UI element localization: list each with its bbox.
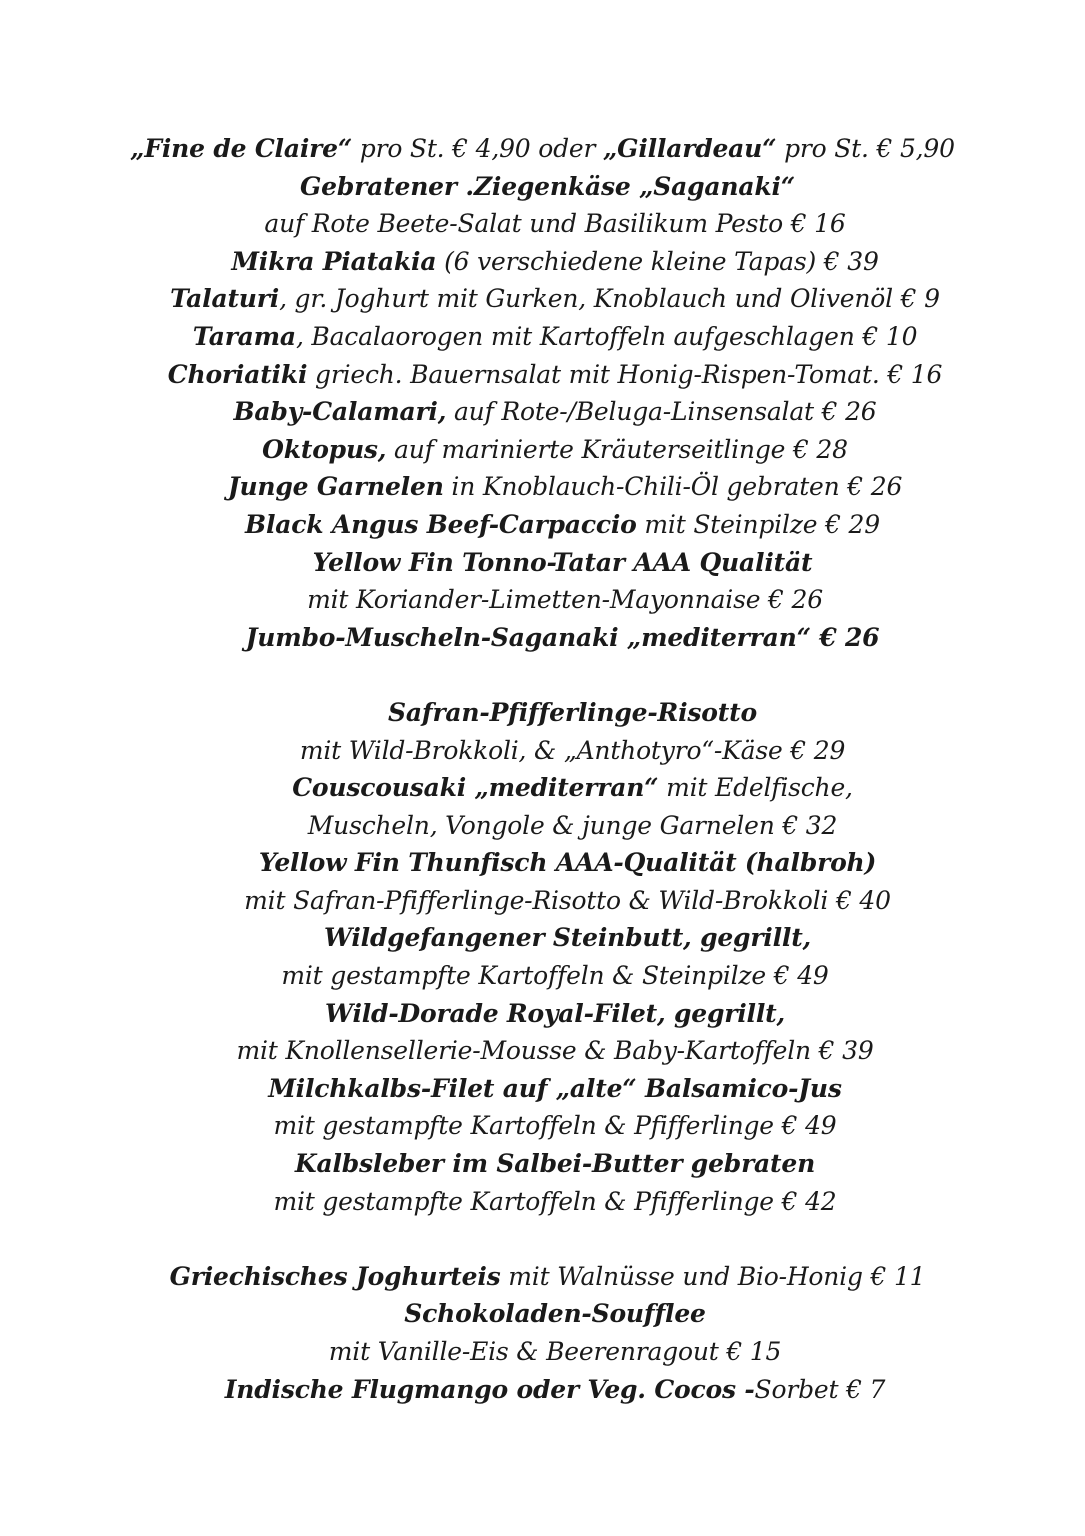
dish-description: mit Vanille-Eis & Beerenragout € 15 — [328, 1337, 782, 1366]
dish-description: (6 verschiedene kleine Tapas) € 39 — [436, 246, 879, 276]
menu-line — [0, 1295, 1085, 1333]
dish-name: Wildgefangener Steinbutt, gegrillt, — [323, 923, 812, 953]
dish-name: Jumbo-Muscheln-Saganaki „mediterran“ € 26 — [245, 622, 880, 652]
dish-description: pro St. € 4,90 oder — [352, 134, 603, 163]
menu-line — [0, 506, 1085, 544]
menu-line — [0, 1333, 1085, 1371]
menu-line — [0, 393, 1085, 431]
menu-line — [0, 1107, 1085, 1145]
menu-line — [0, 356, 1085, 394]
menu-line — [0, 205, 1085, 243]
dish-description: mit Wild-Brokkoli, & „Anthotyro“-Käse € 29 — [299, 735, 846, 765]
menu-card — [0, 130, 1085, 1408]
menu-line — [0, 581, 1085, 619]
menu-line — [0, 844, 1085, 882]
dish-description: mit gestampfte Kartoffeln & Pfifferlinge € 42 — [273, 1186, 837, 1216]
dish-name: Oktopus, — [262, 434, 387, 464]
menu-line — [0, 694, 1085, 732]
starters-section — [0, 130, 1085, 656]
dish-description: pro St. € 5,90 — [776, 134, 955, 163]
menu-line — [0, 130, 1085, 168]
dish-name: Milchkalbs-Filet auf „alte“ Balsamico-Jus — [268, 1073, 842, 1103]
dish-description: , gr. Joghurt mit Gurken, Knoblauch und Olivenöl € 9 — [279, 284, 940, 314]
menu-line — [0, 619, 1085, 657]
dish-name: Mikra Piatakia — [231, 246, 437, 276]
menu-line — [0, 168, 1085, 206]
dish-description: mit Edelfische, — [658, 773, 853, 803]
menu-line — [0, 280, 1085, 318]
menu-line — [0, 431, 1085, 469]
dish-description: mit gestampfte Kartoffeln & Pfifferlinge € 49 — [273, 1111, 837, 1141]
menu-line — [0, 1183, 1085, 1221]
dish-name: Tarama — [192, 321, 296, 351]
menu-line — [0, 1371, 1085, 1409]
dish-description: Sorbet € 7 — [754, 1374, 886, 1404]
dish-description: mit Knollensellerie-Mousse & Baby-Kartoffeln € 39 — [236, 1036, 874, 1066]
dish-description: mit Steinpilze € 29 — [636, 509, 880, 539]
menu-line — [0, 957, 1085, 995]
menu-line — [0, 1032, 1085, 1070]
dish-name: Couscousaki „mediterran“ — [292, 773, 659, 803]
dish-name: Safran-Pfifferlinge-Risotto — [388, 697, 757, 727]
section-spacer — [0, 1220, 1085, 1258]
mains-section — [0, 694, 1085, 1220]
dish-name: Wild-Dorade Royal-Filet, gegrillt, — [325, 998, 785, 1028]
dish-name: Junge Garnelen — [227, 472, 444, 502]
menu-line — [0, 769, 1085, 807]
menu-line — [0, 882, 1085, 920]
dish-name: Schokoladen-Soufflee — [404, 1299, 706, 1329]
menu-line — [0, 732, 1085, 770]
dish-name: Yellow Fin Thunfisch AAA-Qualität (halbroh) — [258, 848, 877, 878]
dish-description: mit gestampfte Kartoffeln & Steinpilze € 49 — [281, 961, 829, 991]
dish-description: Muscheln, Vongole & junge Garnelen € 32 — [307, 810, 838, 840]
dish-description: auf Rote Beete-Salat und Basilikum Pesto € 16 — [264, 209, 846, 239]
dish-name: „Fine de Claire“ — [130, 134, 353, 163]
dish-name: Talaturi — [170, 284, 280, 314]
menu-line — [0, 1145, 1085, 1183]
dish-description: mit Safran-Pfifferlinge-Risotto & Wild-Brokkoli € 40 — [244, 885, 891, 915]
menu-line — [0, 995, 1085, 1033]
dish-name: Baby-Calamari, — [233, 397, 447, 427]
menu-line — [0, 1258, 1085, 1296]
menu-line — [0, 468, 1085, 506]
dish-name: Indische Flugmango oder Veg. Cocos - — [224, 1374, 755, 1404]
dish-description: mit Koriander-Limetten-Mayonnaise € 26 — [307, 585, 823, 615]
menu-line — [0, 919, 1085, 957]
menu-line — [0, 807, 1085, 845]
dish-description: auf marinierte Kräuterseitlinge € 28 — [386, 434, 848, 464]
menu-line — [0, 1070, 1085, 1108]
dish-name: Black Angus Beef-Carpaccio — [245, 509, 637, 539]
menu-line — [0, 544, 1085, 582]
dish-description: griech. Bauernsalat mit Honig-Rispen-Tomat. € 16 — [307, 359, 943, 389]
section-spacer — [0, 656, 1085, 694]
dish-description: mit Walnüsse und Bio-Honig € 11 — [500, 1261, 926, 1291]
desserts-section — [0, 1258, 1085, 1408]
dish-name: Gebratener .Ziegenkäse „Saganaki“ — [300, 171, 795, 201]
dish-name: Yellow Fin Tonno-Tatar AAA Qualität — [312, 547, 813, 577]
menu-line — [0, 243, 1085, 281]
dish-name: Griechisches Joghurteis — [169, 1261, 501, 1291]
dish-description: auf Rote-/Beluga-Linsensalat € 26 — [446, 397, 877, 427]
dish-name: Kalbsleber im Salbei-Butter gebraten — [294, 1149, 816, 1179]
menu-line — [0, 318, 1085, 356]
dish-name: Choriatiki — [167, 359, 308, 389]
dish-description: in Knoblauch-Chili-Öl gebraten € 26 — [443, 472, 903, 502]
dish-name: „Gillardeau“ — [603, 134, 777, 163]
dish-description: , Bacalaorogen mit Kartoffeln aufgeschlagen € 10 — [295, 321, 918, 351]
